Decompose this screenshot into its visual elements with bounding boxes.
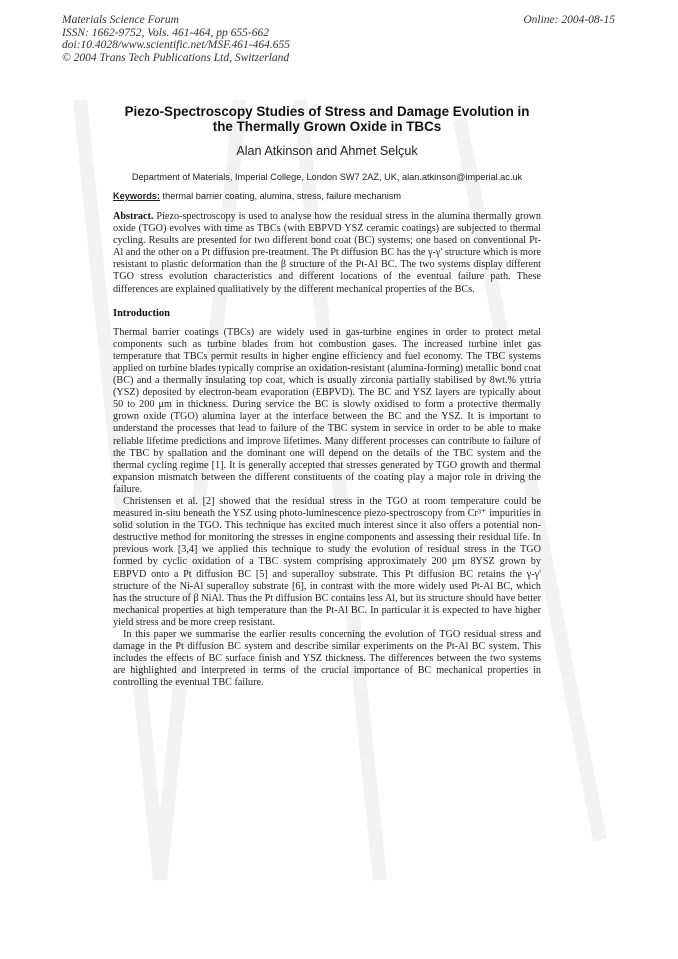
online-date: Online: 2004-08-15 — [523, 14, 615, 26]
paper-body — [113, 104, 541, 689]
introduction-heading: Introduction — [113, 307, 170, 319]
copyright-line: © 2004 Trans Tech Publications Ltd, Switzerland — [62, 51, 290, 64]
journal-name: Materials Science Forum — [62, 14, 179, 26]
publication-header — [62, 14, 615, 64]
paper-authors: Alan Atkinson and Ahmet Selçuk — [236, 144, 418, 158]
intro-paragraph-3: In this paper we summarise the earlier results concerning the evolution of TGO residual stress and damage in the Pt diffusion BC system and describe similar experiments on the Pt-Al BC system. This includes the effects of BC surface finish and YSZ thickness. The differences between the two systems are highlighted and interpreted in terms of the crucial importance of BC mechanical properties in controlling the eventual TBC failure. — [113, 629, 541, 689]
paper-title: Piezo-Spectroscopy Studies of Stress and Damage Evolution in the Thermally Grown Oxide in TBCs — [124, 104, 530, 134]
intro-paragraph-2: Christensen et al. [2] showed that the residual stress in the TGO at room temperature could be measured in-situ beneath the YSZ using photo-luminescence piezo-spectroscopy from Cr³⁺ impurities in solid solution in the TGO. This technique has excited much interest since it also offers a potential non-destructive method for monitoring the stresses in engine components and assessing their residual life. In previous work [3,4] we applied this technique to study the evolution of residual stress in the TGO formed by cyclic oxidation of a TBC system comprising approximately 200 μm 8YSZ grown by EBPVD onto a Pt diffusion BC [5] and superalloy substrate. This Pt diffusion BC retains the γ-γ' structure of the Ni-Al superalloy substrate [6], in contrast with the more widely used Pt-Al BC, which has the structure of β NiAl. Thus the Pt diffusion BC contains less Al, but its structure should have better mechanical properties at high temperature than the Pt-Al BC. In particular it is expected to have higher yield stress and be more creep resistant. — [113, 495, 541, 628]
abstract-label: Abstract. — [113, 211, 154, 222]
keywords-text: thermal barrier coating, alumina, stress, failure mechanism — [162, 191, 402, 201]
issn-line: ISSN: 1662-9752, Vols. 461-464, pp 655-662 — [62, 26, 269, 39]
abstract-text: Piezo-spectroscopy is used to analyse how the residual stress in the alumina thermally grown oxide (TGO) evolves with time as TBCs (with EBPVD YSZ ceramic coatings) are subjected to thermal cycling. Results are presented for two different bond coat (BC) systems; one based on conventional Pt-Al and the other on a Pt diffusion pre-treatment. The Pt diffusion BC has the γ-γ' structure which is more resistant to plastic deformation than the β structure of the Pt-Al BC. The two systems display different TGO stress evolution characteristics and different locations of the eventual failure path. These differences are explained qualitatively by the different mechanical properties of the BCs. — [113, 211, 541, 295]
author-affiliation: Department of Materials, Imperial College, London SW7 2AZ, UK, alan.atkinson@imperial.ac.uk — [131, 172, 523, 182]
abstract — [113, 211, 541, 296]
keywords-label: Keywords: — [113, 191, 160, 201]
keywords-line — [113, 191, 541, 201]
doi-line: doi:10.4028/www.scientific.net/MSF.461-464.655 — [62, 39, 290, 51]
intro-paragraph-1: Thermal barrier coatings (TBCs) are widely used in gas-turbine engines in order to protect metal components such as turbine blades from hot combustion gases. The increased turbine inlet gas temperature that TBCs permit results in higher engine efficiency and fuel economy. The TBC systems applied on turbine blades typically comprise an oxidation-resistant (alumina-forming) metallic bond coat (BC) and a thermally insulating top coat, which is usually zirconia partially stabilised by 8wt.% yttria (YSZ) deposited by electron-beam evaporation (EBPVD). The BC and YSZ layers are typically about 50 to 200 μm in thickness. During service the BC is slowly oxidised to form a protective thermally grown oxide (TGO) alumina layer at the interface between the BC and the YSZ. It is important to understand the processes that lead to failure of the TBC system in service in order to be able to make reliable lifetime predictions and improve lifetimes. Many different processes can contribute to failure of the TBC by spallation and the dominant one will depend on the details of the TBC system and the thermal cycling regime [1]. It is generally accepted that stresses generated by TGO growth and thermal expansion mismatch between the different constituents of the coating play a major role in driving the failure. — [113, 326, 541, 495]
